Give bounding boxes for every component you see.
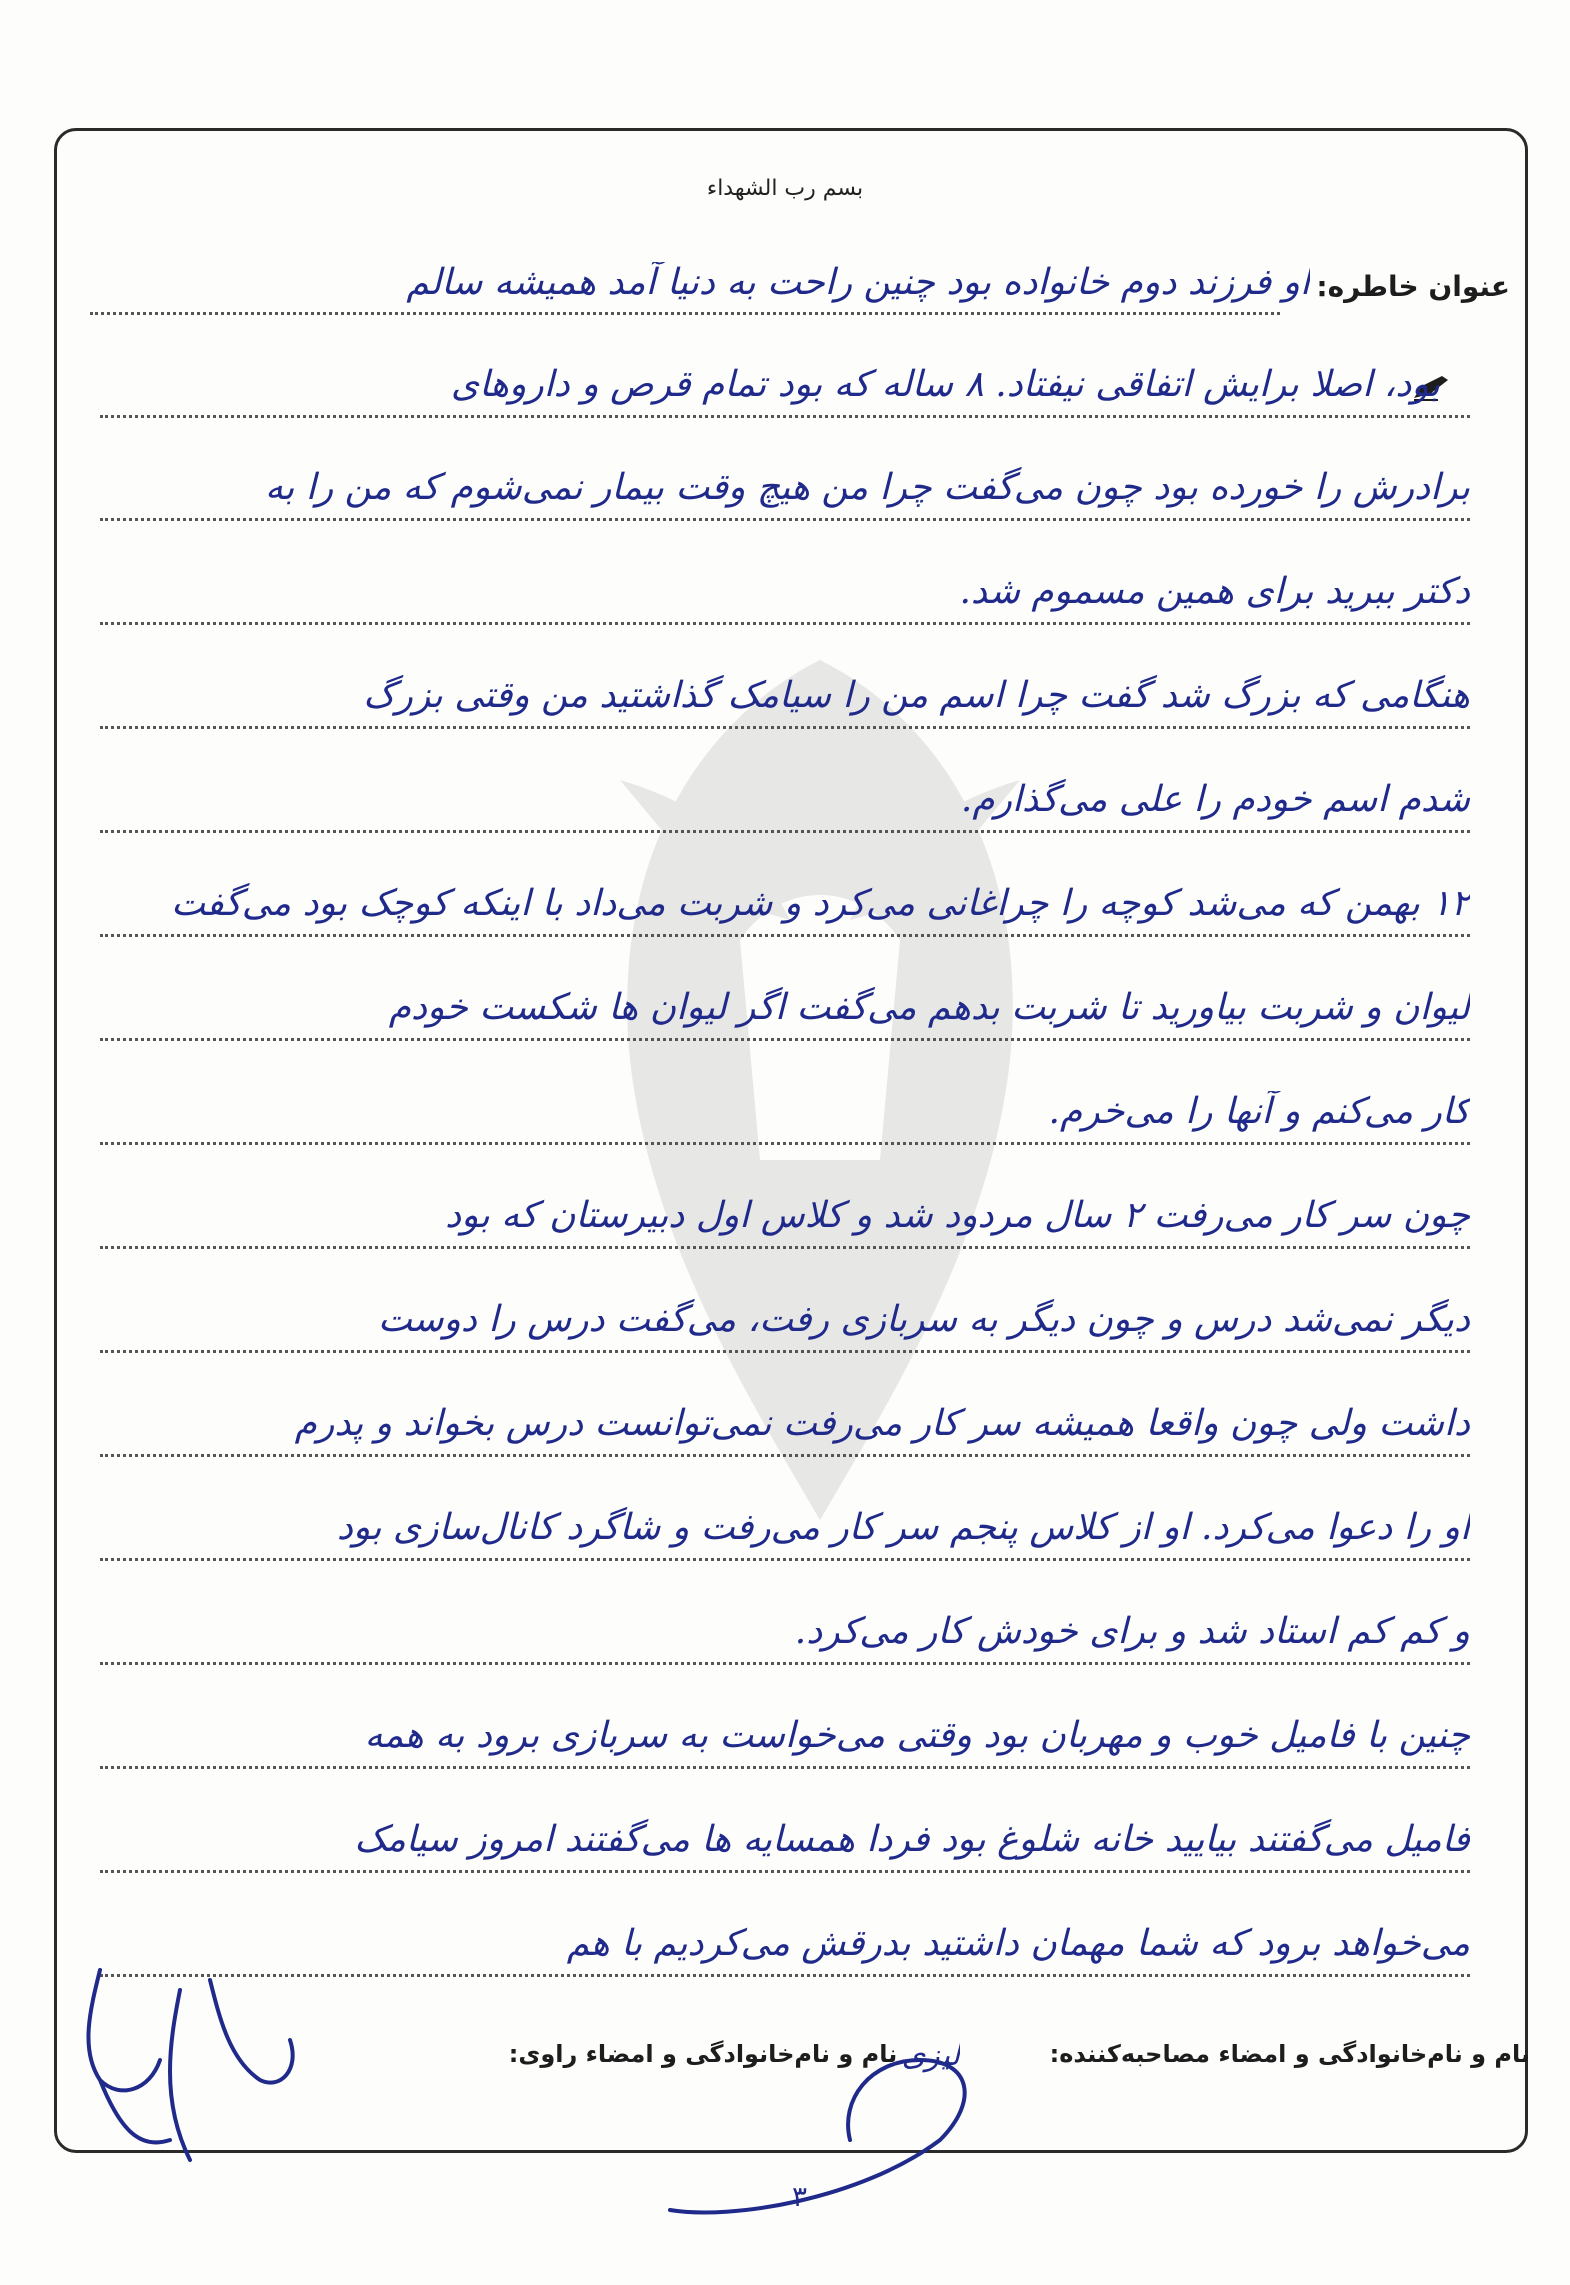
- memoir-line: بود، اصلا برایش اتفاقی نیفتاد. ۸ ساله که بود تمام قرص و داروهای: [450, 364, 1440, 405]
- writing-line: [100, 1766, 1470, 1769]
- memoir-line: می‌خواهد برود که شما مهمان داشتید بدرقش می‌کردیم با هم: [566, 1923, 1470, 1964]
- memoir-line: شدم اسم خودم را علی می‌گذارم.: [960, 779, 1470, 820]
- memoir-line: فامیل می‌گفتند بیایید خانه شلوغ بود فردا همسایه ها می‌گفتند امروز سیامک: [354, 1819, 1470, 1860]
- writing-line: [100, 518, 1470, 521]
- writing-line: [100, 1558, 1470, 1561]
- writing-line: [100, 622, 1470, 625]
- interviewer-label: نام و نام‌خانوادگی و امضاء مصاحبه‌کننده:: [1049, 2040, 1530, 2068]
- writing-line: [100, 1662, 1470, 1665]
- memoir-line: لیوان و شربت بیاورید تا شربت بدهم می‌گفت اگر لیوان ها شکست خودم: [388, 987, 1470, 1028]
- memoir-line: او را دعوا می‌کرد. او از کلاس پنجم سر کار می‌رفت و شاگرد کانال‌سازی بود: [336, 1507, 1470, 1548]
- writing-line: [100, 934, 1470, 937]
- memoir-line: دکتر ببرید برای همین مسموم شد.: [959, 571, 1470, 612]
- writing-line: [90, 312, 1280, 315]
- writing-line: [100, 415, 1470, 418]
- memoir-line: چون سر کار می‌رفت ۲ سال مردود شد و کلاس اول دبیرستان که بود: [445, 1195, 1470, 1236]
- page-header-basmala: بسم رب الشهداء: [706, 176, 864, 201]
- memoir-line: کار می‌کنم و آنها را می‌خرم.: [1048, 1091, 1470, 1132]
- writing-line: [100, 1350, 1470, 1353]
- memoir-line: برادرش را خورده بود چون می‌گفت چرا من هیچ وقت بیمار نمی‌شوم که من را به: [265, 467, 1470, 508]
- memoir-line: او فرزند دوم خانواده بود چنین راحت به دنیا آمد همیشه سالم: [406, 262, 1310, 303]
- writing-line: [100, 1454, 1470, 1457]
- writing-line: [100, 1038, 1470, 1041]
- memoir-line: ۱۲ بهمن که می‌شد کوچه را چراغانی می‌کرد و شربت می‌داد با اینکه کوچک بود می‌گفت: [171, 883, 1470, 924]
- memoir-line: داشت ولی چون واقعا همیشه سر کار می‌رفت نمی‌توانست درس بخواند و پدرم: [294, 1403, 1470, 1444]
- memoir-line: و کم کم استاد شد و برای خودش کار می‌کرد.: [794, 1611, 1470, 1652]
- writing-line: [100, 1142, 1470, 1145]
- memoir-title-label: عنوان خاطره:: [1316, 270, 1510, 303]
- writing-line: [100, 830, 1470, 833]
- memoir-line: چنین با فامیل خوب و مهربان بود وقتی می‌خواست به سربازی برود به همه: [364, 1715, 1470, 1756]
- memoir-line: هنگامی که بزرگ شد گفت چرا اسم من را سیامک گذاشتید من وقتی بزرگ: [363, 675, 1470, 716]
- narrator-label: نام و نام‌خانوادگی و امضاء راوی:: [508, 2040, 898, 2068]
- narrator-signature: [60, 1930, 320, 2180]
- writing-line: [100, 726, 1470, 729]
- page-number: ۳: [792, 2180, 808, 2213]
- writing-line: [100, 1246, 1470, 1249]
- interviewer-signature-text: لیزی: [901, 2038, 960, 2073]
- writing-line: [100, 1870, 1470, 1873]
- memoir-line: دیگر نمی‌شد درس و چون دیگر به سربازی رفت، می‌گفت درس را دوست: [378, 1299, 1470, 1340]
